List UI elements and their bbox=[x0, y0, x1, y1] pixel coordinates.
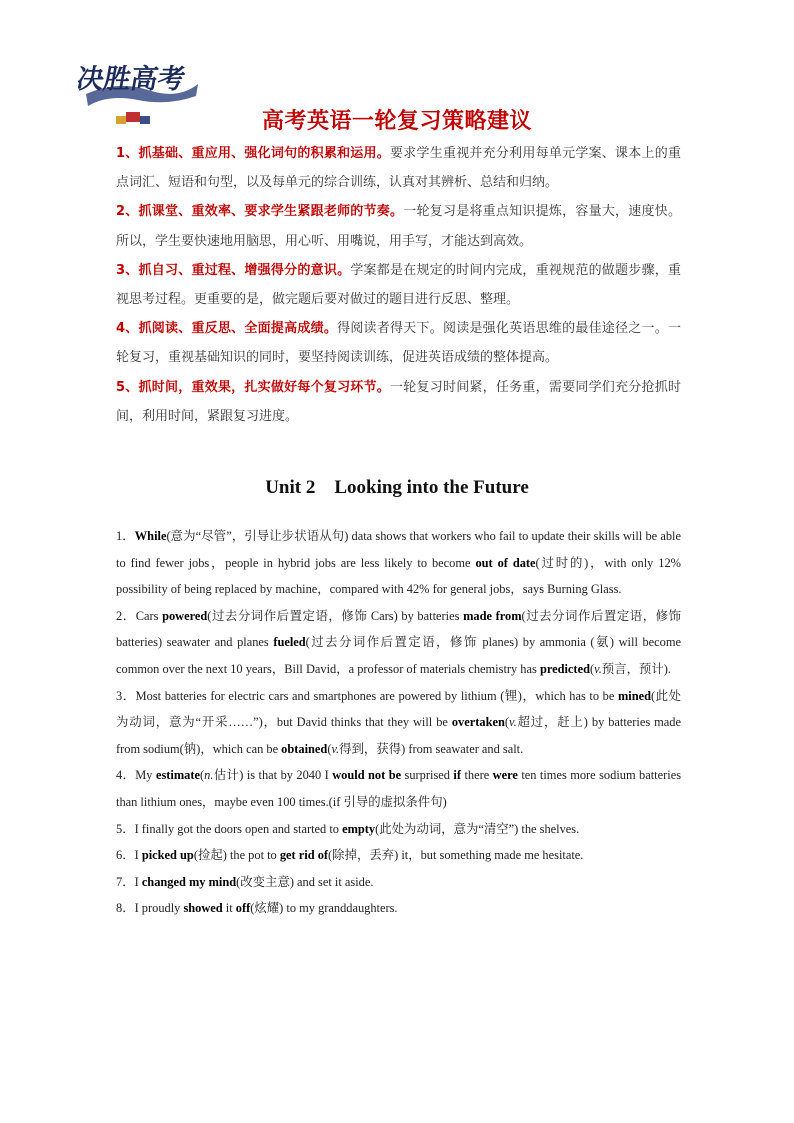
note-item bbox=[116, 603, 681, 683]
note-text: it bbox=[222, 901, 236, 916]
tip-item bbox=[116, 197, 681, 255]
note-text: ( bbox=[504, 715, 509, 730]
note-text: 得到，获得) from seawater and salt. bbox=[339, 741, 524, 756]
key-phrase: empty bbox=[342, 821, 376, 836]
tip-heading: 4、抓阅读、重反思、全面提高成绩。 bbox=[116, 321, 338, 337]
key-phrase: showed bbox=[183, 901, 223, 916]
sentence-notes bbox=[116, 523, 681, 922]
key-phrase: While bbox=[134, 529, 167, 543]
key-phrase: estimate bbox=[155, 768, 200, 783]
tip-item bbox=[116, 139, 681, 197]
unit-title: Unit 2 Looking into the Future bbox=[265, 477, 529, 498]
note-text: (过去分词作后置定语，修饰 planes) by ammonia (氨) will become common over the next 10 years，Bill David，a professor of materials chemistry has bbox=[116, 635, 681, 676]
note-text: 4．My bbox=[116, 768, 156, 783]
tip-body: 一轮复习时间紧，任务重，需要同学们充分抢抓时间，利用时间，紧跟复习进度。 bbox=[116, 379, 681, 424]
note-text: ( bbox=[200, 768, 205, 783]
key-phrase: would not be bbox=[332, 768, 402, 783]
note-text: 1． bbox=[116, 529, 135, 543]
key-phrase: if bbox=[453, 768, 461, 783]
key-phrase: mined bbox=[617, 688, 652, 703]
note-item bbox=[116, 762, 681, 815]
tip-item bbox=[116, 373, 681, 431]
note-text: v. bbox=[594, 661, 602, 676]
note-text: (此处为动词，意为“清空”) the shelves. bbox=[375, 821, 580, 836]
note-text: ( bbox=[589, 661, 595, 676]
tip-body: 得阅读者得天下。阅读是强化英语思维的最佳途径之一。一轮复习，重视基础知识的同时，要坚持阅读训练，促进英语成绩的整体提高。 bbox=[116, 321, 681, 366]
key-phrase: changed my mind bbox=[141, 874, 237, 889]
tip-heading: 1、抓基础、重应用、强化词句的积累和运用。 bbox=[116, 146, 391, 161]
note-text: (过去分词作后置定语，修饰 batteries) seawater and planes bbox=[116, 608, 681, 650]
key-phrase: powered bbox=[162, 608, 208, 623]
logo-text: 决胜高考 bbox=[78, 64, 188, 95]
key-phrase: off bbox=[235, 901, 251, 916]
note-text: 超过，赶上) by batteries made from sodium(钠)，which can be bbox=[116, 715, 681, 756]
note-text: (过时的)，with only 12% possibility of being replaced by machine，compared with 42% for general jobs，says Burning Glass. bbox=[116, 555, 681, 597]
note-text: (除掉，丢弃) it，but something made me hesitate. bbox=[328, 848, 584, 863]
key-phrase: obtained bbox=[281, 741, 328, 756]
tip-item bbox=[116, 314, 681, 372]
study-tips bbox=[116, 139, 681, 431]
note-item bbox=[116, 842, 681, 869]
note-text: 3．Most batteries for electric cars and smartphones are powered by lithium (锂)，which has to be bbox=[116, 688, 618, 703]
note-text: (意为“尽管”，引导让步状语从句) data shows that workers who fail to update their skills will be able to find fewer jobs，people in hybrid jobs are less likely to become bbox=[116, 529, 681, 570]
key-phrase: overtaken bbox=[451, 715, 505, 730]
note-text: 5．I finally got the doors open and started to bbox=[116, 821, 343, 836]
note-text: (此处为动词，意为“开采……”)，but David thinks that they will be bbox=[116, 688, 681, 730]
note-text: v. bbox=[509, 715, 517, 730]
key-phrase: predicted bbox=[539, 661, 590, 676]
tip-heading: 5、抓时间，重效果，扎实做好每个复习环节。 bbox=[116, 379, 391, 395]
key-phrase: made from bbox=[463, 608, 522, 623]
note-item bbox=[116, 869, 681, 896]
note-text: 估计) is that by 2040 I bbox=[213, 768, 333, 783]
key-phrase: get rid of bbox=[279, 848, 329, 863]
tip-body: 一轮复习是将重点知识提炼，容量大，速度快。所以，学生要快速地用脑思，用心听、用嘴说，用手写，才能达到高效。 bbox=[116, 204, 681, 249]
key-phrase: fueled bbox=[273, 635, 306, 650]
note-text: 6．I bbox=[116, 848, 142, 863]
note-text: surprised bbox=[401, 768, 454, 783]
note-text: ( bbox=[327, 741, 332, 756]
note-text: v. bbox=[331, 741, 340, 756]
note-item bbox=[116, 816, 681, 843]
note-text: 2．Cars bbox=[116, 608, 163, 623]
note-text: ten times more sodium batteries than lithium ones，maybe even 100 times.(if 引导的虚拟条件句) bbox=[116, 768, 682, 809]
key-phrase: out of date bbox=[475, 555, 536, 570]
tip-body: 学案都是在规定的时间内完成，重视规范的做题步骤，重视思考过程。更重要的是，做完题后要对做过的题目进行反思、整理。 bbox=[116, 262, 681, 308]
tip-body: 要求学生重视并充分利用每单元学案、课本上的重点词汇、短语和句型，以及每单元的综合训练，认真对其辨析、总结和归纳。 bbox=[116, 146, 681, 191]
page-title: 高考英语一轮复习策略建议 bbox=[261, 109, 532, 134]
note-text: (炫耀) to my granddaughters. bbox=[250, 901, 398, 916]
note-text: 8．I proudly bbox=[116, 901, 184, 916]
note-text: 预言，预计). bbox=[601, 661, 671, 676]
key-phrase: were bbox=[492, 768, 518, 783]
note-item bbox=[116, 895, 681, 922]
note-item bbox=[116, 523, 681, 603]
note-text: n. bbox=[204, 768, 214, 783]
key-phrase: picked up bbox=[141, 848, 194, 863]
note-text: (改变主意) and set it aside. bbox=[236, 874, 374, 889]
note-item bbox=[116, 683, 681, 763]
note-text: 7．I bbox=[116, 874, 142, 889]
tip-heading: 3、抓自习、重过程、增强得分的意识。 bbox=[116, 262, 351, 278]
note-text: (过去分词作后置定语，修饰 Cars) by batteries bbox=[207, 608, 464, 623]
tip-item bbox=[116, 256, 681, 314]
note-text: there bbox=[461, 768, 493, 783]
note-text: (捡起) the pot to bbox=[193, 848, 280, 863]
tip-heading: 2、抓课堂、重效率、要求学生紧跟老师的节奏。 bbox=[116, 204, 404, 220]
